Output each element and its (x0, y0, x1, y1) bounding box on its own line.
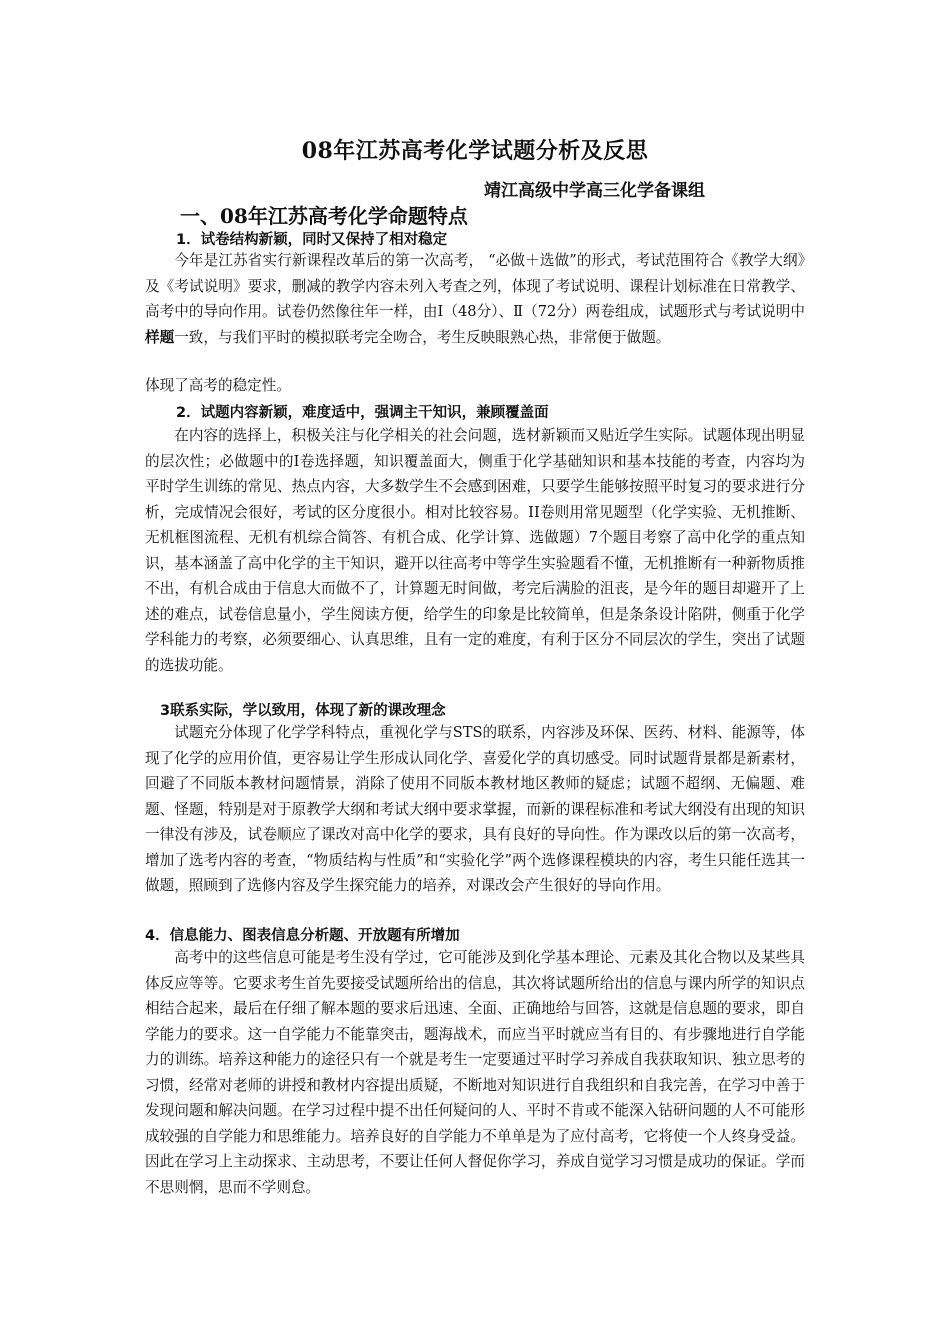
subsection-3-paragraph: 试题充分体现了化学学科特点，重视化学与STS的联系，内容涉及环保、医药、材料、能源等，体现了化学的应用价值，更容易让学生形成认同化学、喜爱化学的真切感受。同时试题背景都是新素材，回避了不同版本教材问题情景，消除了使用不同版本教材地区教师的疑虑；试题不超纲、无偏题、难题、怪题，特别是对于原教学大纲和考试大纲中要求掌握，而新的课程标准和考试大纲没有出现的知识一律没有涉及，试卷顺应了课改对高中化学的要求，具有良好的导向性。作为课改以后的第一次高考，增加了选考内容的考查，“物质结构与性质”和“实验化学”两个选修课程模块的内容，考生只能任选其一做题，照顾到了选修内容及学生探究能力的培养，对课改会产生很好的导向作用。 (145, 724, 805, 894)
subsection-4-heading: 4．信息能力、图表信息分析题、开放题有所增加 (145, 928, 460, 944)
document-title: 08年江苏高考化学试题分析及反思 (301, 138, 649, 164)
subsection-1-extra-line: 体现了高考的稳定性。 (145, 377, 291, 394)
section-heading: 一、08年江苏高考化学命题特点 (180, 204, 468, 228)
emphasized-text: 样题 (145, 328, 175, 346)
paragraph-text: 今年是江苏省实行新课程改革后的第一次高考， “必做＋选做”的形式，考试范围符合《教学大纲》及《考试说明》要求，删减的教学内容未列入考查之列，体现了考试说明、课程计划标准在日常教学、高考中的导向作用。试卷仍然像往年一样，由Ⅰ（48分）、Ⅱ（72分）两卷组成，试题形式与考试说明中 (145, 252, 805, 320)
paragraph-text: 一致，与我们平时的模拟联考完全吻合，考生反映眼熟心热，非常便于做题。 (174, 328, 671, 346)
subsection-1-paragraph (145, 248, 805, 350)
author-line: 靖江高级中学高三化学备课组 (484, 181, 705, 201)
subsection-1-heading: 1．试卷结构新颖，同时又保持了相对稳定 (176, 232, 448, 248)
subsection-2-heading: 2．试题内容新颖，难度适中，强调主干知识，兼顾覆盖面 (176, 405, 549, 421)
subsection-3-heading: 3联系实际，学以致用，体现了新的课改理念 (160, 703, 446, 719)
subsection-4-paragraph: 高考中的这些信息可能是考生没有学过，它可能涉及到化学基本理论、元素及其化合物以及某些具体反应等等。它要求考生首先要接受试题所给出的信息，其次将试题所给出的信息与课内所学的知识点相结合起来，最后在仔细了解本题的要求后迅速、全面、正确地给与回答，这就是信息题的要求，即自学能力的要求。这一自学能力不能靠突击，题海战术，而应当平时就应当有目的、有步骤地进行自学能力的训练。培养这种能力的途径只有一个就是考生一定要通过平时学习养成自我获取知识、独立思考的习惯，经常对老师的讲授和教材内容提出质疑，不断地对知识进行自我组织和自我完善，在学习中善于发现问题和解决问题。在学习过程中提不出任何疑问的人、平时不肯或不能深入钻研问题的人不可能形成较强的自学能力和思维能力。培养良好的自学能力不单单是为了应付高考，它将使一个人终身受益。因此在学习上主动探求、主动思考，不要让任何人督促你学习，养成自觉学习习惯是成功的保证。学而不思则惘，思而不学则怠。 (145, 949, 805, 1196)
subsection-2-paragraph: 在内容的选择上，积极关注与化学相关的社会问题，选材新颖而又贴近学生实际。试题体现出明显的层次性；必做题中的Ⅰ卷选择题，知识覆盖面大，侧重于化学基础知识和基本技能的考查，内容均为平时学生训练的常见、热点内容，大多数学生不会感到困难，只要学生能够按照平时复习的要求进行分析，完成情况会很好，考试的区分度很小。相对比较容易。II卷则用常见题型（化学实验、无机推断、无机框图流程、无机有机综合简答、有机合成、化学计算、选做题）7个题目考察了高中化学的重点知识，基本涵盖了高中化学的主干知识，避开以往高考中等学生实验题看不懂，无机推断有一种新物质推不出，有机合成由于信息大而做不了，计算题无时间做，考完后满脸的沮丧，是今年的题目却避开了上述的难点，试卷信息量小，学生阅读方便，给学生的印象是比较简单，但是条条设计陷阱，侧重于化学学科能力的考察，必须要细心、认真思维，且有一定的难度，有利于区分不同层次的学生，突出了试题的选拔功能。 (145, 427, 805, 674)
